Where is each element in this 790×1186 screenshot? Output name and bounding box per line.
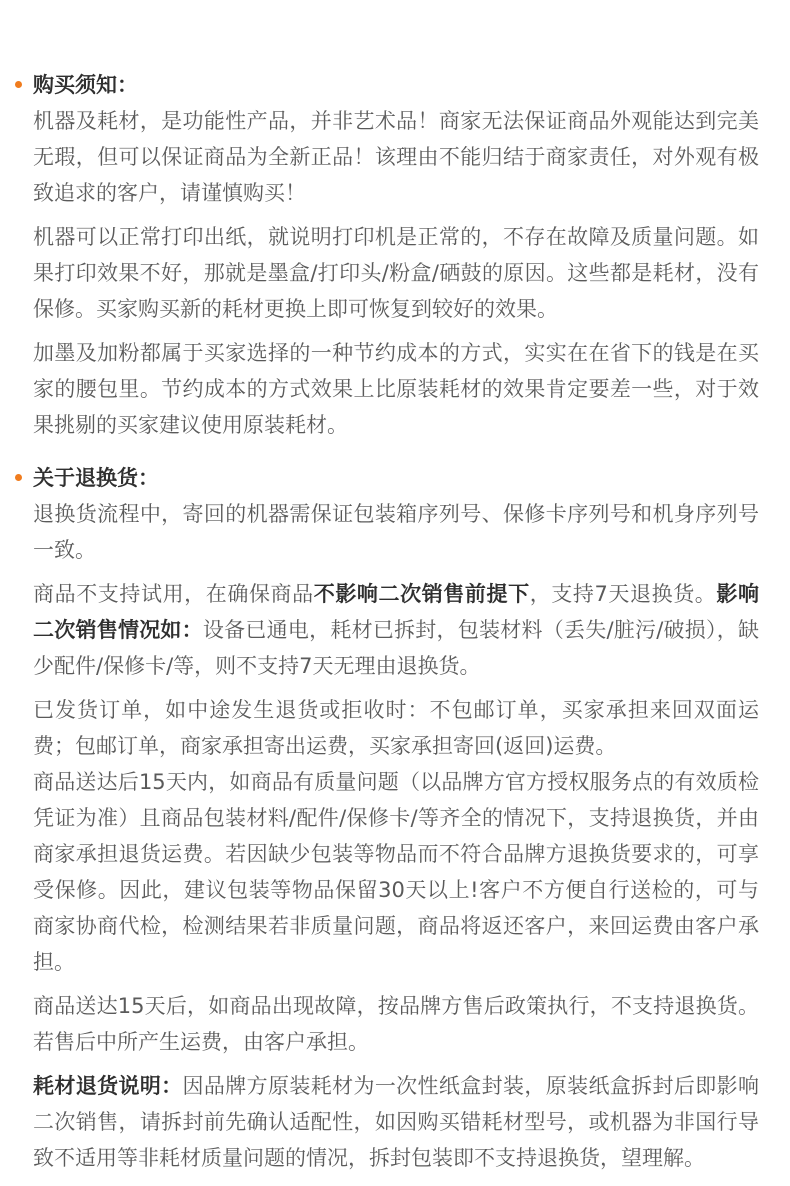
purchase-notice-title: 购买须知： <box>33 73 138 97</box>
purchase-notice-paragraph-3: 加墨及加粉都属于买家选择的一种节约成本的方式，实实在在省下的钱是在买家的腰包里。节约成本的方式效果上比原装耗材的效果肯定要差一些，对于效果挑剔的买家建议使用原装耗材。 <box>33 341 759 437</box>
return-policy-paragraph-4: 商品送达后15天内，如商品有质量问题（以品牌方官方授权服务点的有效质检凭证为准）且商品包装材料/配件/保修卡/等齐全的情况下，支持退换货，并由商家承担退货运费。若因缺少包装等物品而不符合品牌方退换货要求的，可享受保修。因此，建议包装等物品保留30天以上!客户不方便自行送检的，可与商家协商代检，检测结果若非质量问题，商品将返还客户，来回运费由客户承担。 <box>33 770 759 974</box>
return-policy-paragraph-6 <box>33 1068 759 1176</box>
return-policy-paragraph-1: 退换货流程中，寄回的机器需保证包装箱序列号、保修卡序列号和机身序列号一致。 <box>33 502 759 562</box>
purchase-notice-heading <box>0 67 790 103</box>
policy-text: 商品不支持试用，在确保商品 <box>33 582 314 606</box>
purchase-notice-paragraph-2: 机器可以正常打印出纸，就说明打印机是正常的，不存在故障及质量问题。如果打印效果不好，那就是墨盒/打印头/粉盒/硒鼓的原因。这些都是耗材，没有保修。买家购买新的耗材更换上即可恢复到较好的效果。 <box>33 225 759 321</box>
return-policy-heading <box>0 460 790 496</box>
return-policy-title: 关于退换货： <box>33 466 159 490</box>
policy-text: 设备已通电，耗材已拆封，包装材料（丢失/脏污/破损），缺少配件/保修卡/等，则不支持7天无理由退换货。 <box>33 618 760 678</box>
policy-text: ，支持7天退换货。 <box>529 582 717 606</box>
return-policy-paragraph-5: 商品送达15天后，如商品出现故障，按品牌方售后政策执行，不支持退换货。若售后中所产生运费，由客户承担。 <box>33 994 759 1054</box>
bullet-dot-icon <box>15 474 22 481</box>
policy-emphasis: 不影响二次销售前提下 <box>313 582 530 606</box>
return-policy-paragraph-3: 已发货订单，如中途发生退货或拒收时：不包邮订单，买家承担来回双面运费；包邮订单，商家承担寄出运费，买家承担寄回(返回)运费。 <box>33 698 759 758</box>
bullet-dot-icon <box>15 81 22 88</box>
policy-emphasis: 影响二次销售情况如： <box>33 582 760 642</box>
return-policy-paragraph-2 <box>33 576 759 684</box>
consumable-return-text: 因品牌方原装耗材为一次性纸盒封装，原装纸盒拆封后即影响二次销售，请拆封前先确认适配性，如因购买错耗材型号，或机器为非国行导致不适用等非耗材质量问题的情况，拆封包装即不支持退换货，望理解。 <box>33 1074 759 1170</box>
purchase-notice-paragraph-1: 机器及耗材，是功能性产品，并非艺术品！商家无法保证商品外观能达到完美无瑕，但可以保证商品为全新正品！该理由不能归结于商家责任，对外观有极致追求的客户，请谨慎购买！ <box>33 109 759 205</box>
return-policy-section <box>0 460 790 1176</box>
purchase-notice-section <box>0 67 790 443</box>
consumable-return-label: 耗材退货说明： <box>33 1074 183 1098</box>
